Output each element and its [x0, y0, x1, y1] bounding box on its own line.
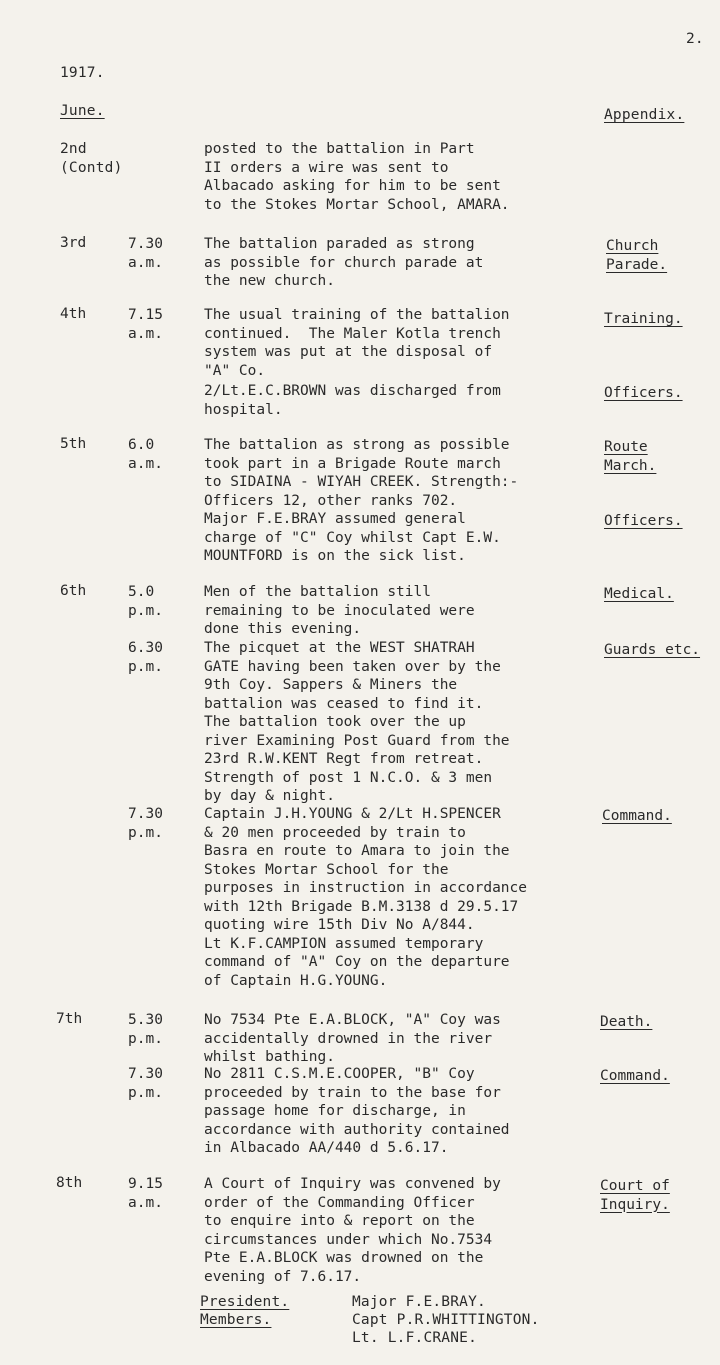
entry-text: The battalion paraded as strong as possible for church parade at the new church. [204, 236, 484, 289]
appendix-ref: Training. [604, 311, 683, 327]
year-heading: 1917. [60, 65, 105, 81]
entry-date: 5th [60, 436, 87, 452]
appendix-ref: Guards etc. [604, 642, 701, 658]
member-name: Lt. L.F.CRANE. [352, 1330, 478, 1346]
entry-time: 6.30 p.m. [128, 640, 163, 675]
member-name: Capt P.R.WHITTINGTON. [352, 1312, 540, 1328]
entry-text: The picquet at the WEST SHATRAH GATE having been taken over by the 9th Coy. Sappers & Miners the battalion was ceased to find it. The battalion took over the up river Examining Post Guard from the 23rd R.W.KENT Regt from retreat. Strength of post 1 N.C.O. & 3 men by day & night. [204, 640, 510, 804]
entry-time: 7.30 p.m. [128, 1066, 163, 1101]
entry-date: 8th [56, 1175, 83, 1191]
appendix-ref: Death. [600, 1014, 653, 1030]
entry-time: 6.0 a.m. [128, 437, 163, 472]
entry-text: Captain J.H.YOUNG & 2/Lt H.SPENCER & 20 men proceeded by train to Basra en route to Amara to join the Stokes Mortar School for the purposes in instruction in accordance with 12th Brigade B.M.3138 d 29.5.17 quoting wire 15th Div No A/844. Lt K.F.CAMPION assumed temporary command of "A" Coy on the departure of Captain H.G.YOUNG. [204, 806, 528, 989]
entry-text: A Court of Inquiry was convened by order of the Commanding Officer to enquire into & report on the circumstances under which No.7534 Pte E.A.BLOCK was drowned on the evening of 7.6.17. [204, 1176, 501, 1285]
entry-text: posted to the battalion in Part II orders a wire was sent to Albacado asking for him to be sent to the Stokes Mortar School, AMARA. [204, 141, 510, 213]
entry-time: 9.15 a.m. [128, 1176, 163, 1211]
page-number: 2. [686, 31, 704, 47]
entry-text: No 7534 Pte E.A.BLOCK, "A" Coy was accidentally drowned in the river whilst bathing. [204, 1012, 501, 1065]
appendix-ref: Command. [600, 1068, 670, 1084]
month-heading: June. [60, 103, 105, 119]
entry-date: 2nd (Contd) [60, 141, 123, 176]
appendix-ref: Route March. [604, 439, 657, 474]
entry-text: No 2811 C.S.M.E.COOPER, "B" Coy proceeded by train to the base for passage home for discharge, in accordance with authority contained in Albacado AA/440 d 5.6.17. [204, 1066, 510, 1156]
entry-text: Major F.E.BRAY assumed general charge of "C" Coy whilst Capt E.W. MOUNTFORD is on the sick list. [204, 511, 501, 564]
entry-text: The battalion as strong as possible took part in a Brigade Route march to SIDAINA - WIYAH CREEK. Strength:- Officers 12, other ranks 702. [204, 437, 519, 509]
appendix-heading: Appendix. [604, 107, 685, 123]
entry-date: 4th [60, 306, 87, 322]
entry-date: 3rd [60, 235, 87, 251]
appendix-ref: Church Parade. [606, 238, 668, 273]
entry-time: 7.30 a.m. [128, 236, 163, 271]
appendix-ref: Court of Inquiry. [600, 1178, 670, 1213]
entry-time: 7.30 p.m. [128, 806, 163, 841]
appendix-ref: Medical. [604, 586, 674, 602]
entry-date: 6th [60, 583, 87, 599]
appendix-ref: Officers. [604, 385, 683, 401]
entry-time: 7.15 a.m. [128, 307, 163, 342]
appendix-ref: Officers. [604, 513, 683, 529]
entry-time: 5.0 p.m. [128, 584, 163, 619]
president-label: President. [200, 1294, 290, 1310]
appendix-ref: Command. [602, 808, 672, 824]
members-label: Members. [200, 1312, 272, 1328]
entry-date: 7th [56, 1011, 83, 1027]
entry-text: The usual training of the battalion continued. The Maler Kotla trench system was put at the disposal of "A" Co. [204, 307, 510, 379]
entry-time: 5.30 p.m. [128, 1012, 163, 1047]
president-name: Major F.E.BRAY. [352, 1294, 486, 1310]
entry-text: Men of the battalion still remaining to be inoculated were done this evening. [204, 584, 475, 637]
entry-text: 2/Lt.E.C.BROWN was discharged from hospital. [204, 383, 501, 418]
